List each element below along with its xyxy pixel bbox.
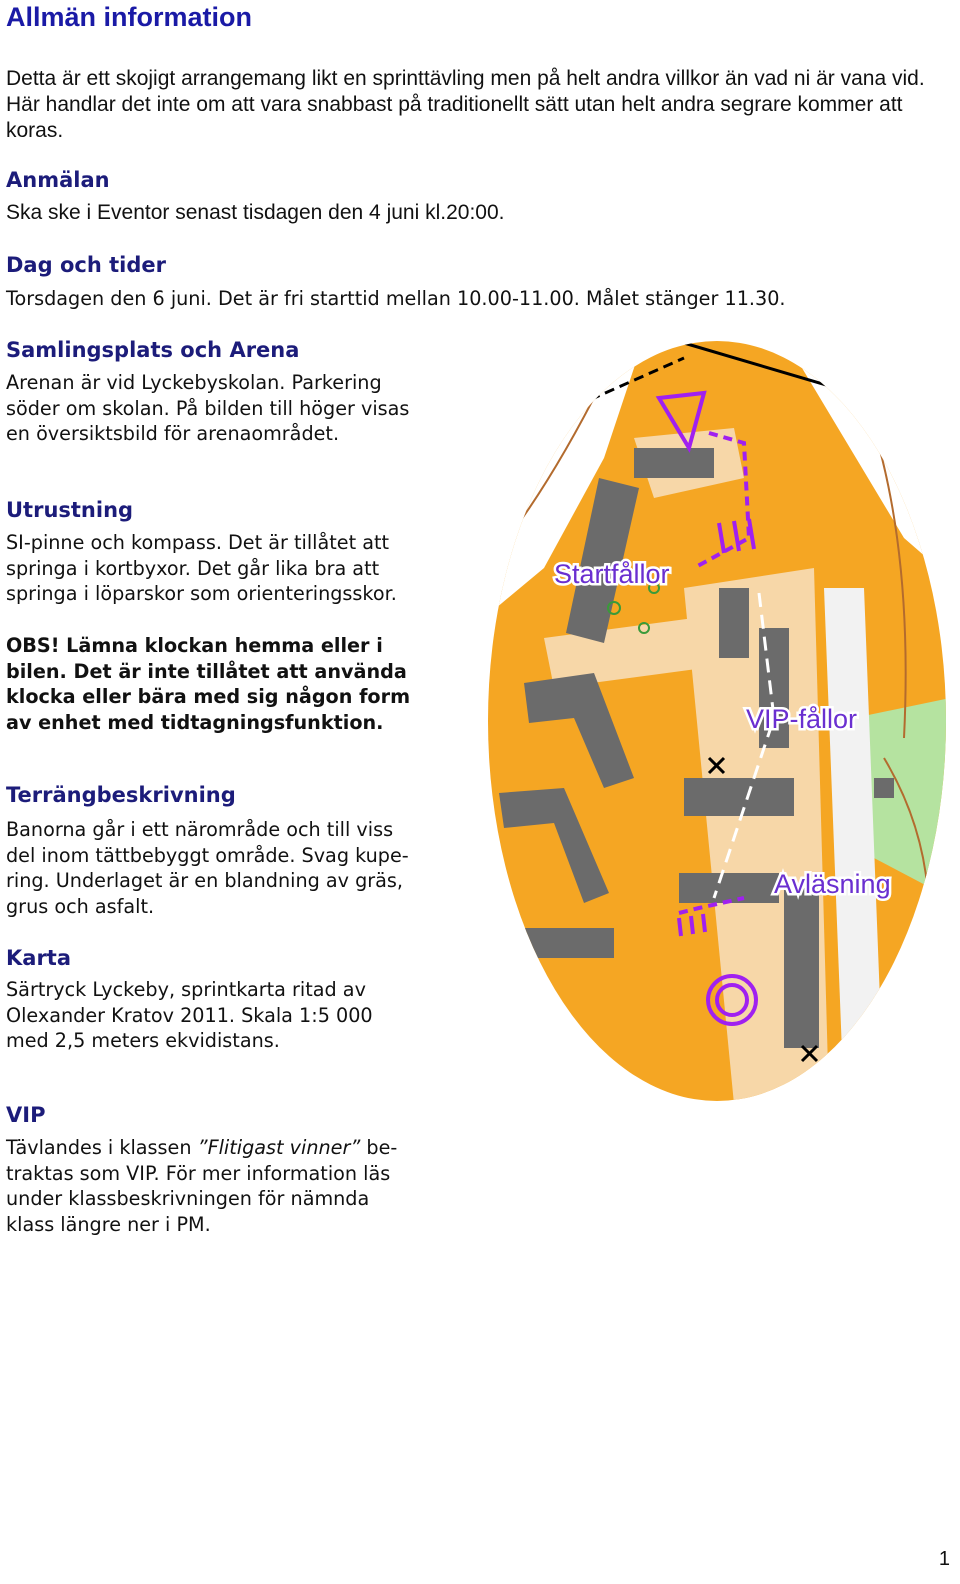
map-building: [874, 778, 894, 798]
map-building: [524, 928, 614, 958]
label-vip-fallor: VIP-fållor: [746, 704, 858, 734]
map-building: [719, 588, 749, 658]
heading-dag-och-tider: Dag och tider: [6, 253, 166, 277]
map-building: [784, 888, 819, 1048]
intro-paragraph: Detta är ett skojigt arrangemang likt en sprinttävling men på helt andra villkor än vad ni är vana vid. Här handlar det inte om att vara snabbast på traditionellt sätt utan helt andra segrare kommer att koras.: [6, 67, 925, 142]
label-startfallor: Startfållor: [554, 559, 670, 589]
vip-class-name: ”Flitigast vinner”: [197, 1136, 361, 1159]
heading-utrustning: Utrustning: [6, 498, 134, 522]
vip-text-before: Tävlandes i klassen: [6, 1136, 198, 1159]
heading-samlingsplats: Samlingsplats och Arena: [6, 338, 300, 362]
heading-karta: Karta: [6, 946, 72, 970]
text-karta: Särtryck Lyckeby, sprintkarta ritad av Olexander Kratov 2011. Skala 1:5 000 med 2,5 meters ekvidistans.: [6, 978, 373, 1053]
text-anmalan: Ska ske i Eventor senast tisdagen den 4 juni kl.20:00.: [6, 201, 505, 224]
map-building: [684, 778, 794, 816]
text-vip: [6, 1135, 476, 1237]
page-title: Allmän information: [6, 2, 253, 32]
heading-anmalan: Anmälan: [6, 168, 110, 192]
arena-map: [484, 338, 950, 1104]
obs-warning: OBS! Lämna klockan hemma eller i bilen. Det är inte tillåtet att använda klocka eller bära med sig någon form av enhet med tidtagningsfunktion.: [6, 634, 411, 734]
text-utrustning: SI-pinne och kompass. Det är tillåtet att springa i kortbyxor. Det går lika bra att springa i löparskor som orienteringsskor.: [6, 531, 397, 606]
map-building: [634, 448, 714, 478]
text-dag-och-tider: Torsdagen den 6 juni. Det är fri starttid mellan 10.00-11.00. Målet stänger 11.30.: [6, 287, 786, 310]
label-avlasning: Avläsning: [774, 869, 891, 899]
text-terrangbeskrivning: Banorna går i ett närområde och till viss del inom tättbebyggt område. Svag kupe- ring. Underlaget är en blandning av gräs, grus och asfalt.: [6, 818, 409, 918]
heading-vip: VIP: [6, 1103, 46, 1127]
page-number: 1: [938, 1548, 950, 1570]
map-building: [679, 873, 779, 903]
text-samlingsplats: Arenan är vid Lyckebyskolan. Parkering söder om skolan. På bilden till höger visas en översiktsbild för arenaområdet.: [6, 371, 410, 446]
heading-terrangbeskrivning: Terrängbeskrivning: [6, 783, 236, 807]
vip-text-after: be- traktas som VIP. För mer information läs under klassbeskrivningen för nämnda klass längre ner i PM.: [6, 1136, 398, 1236]
